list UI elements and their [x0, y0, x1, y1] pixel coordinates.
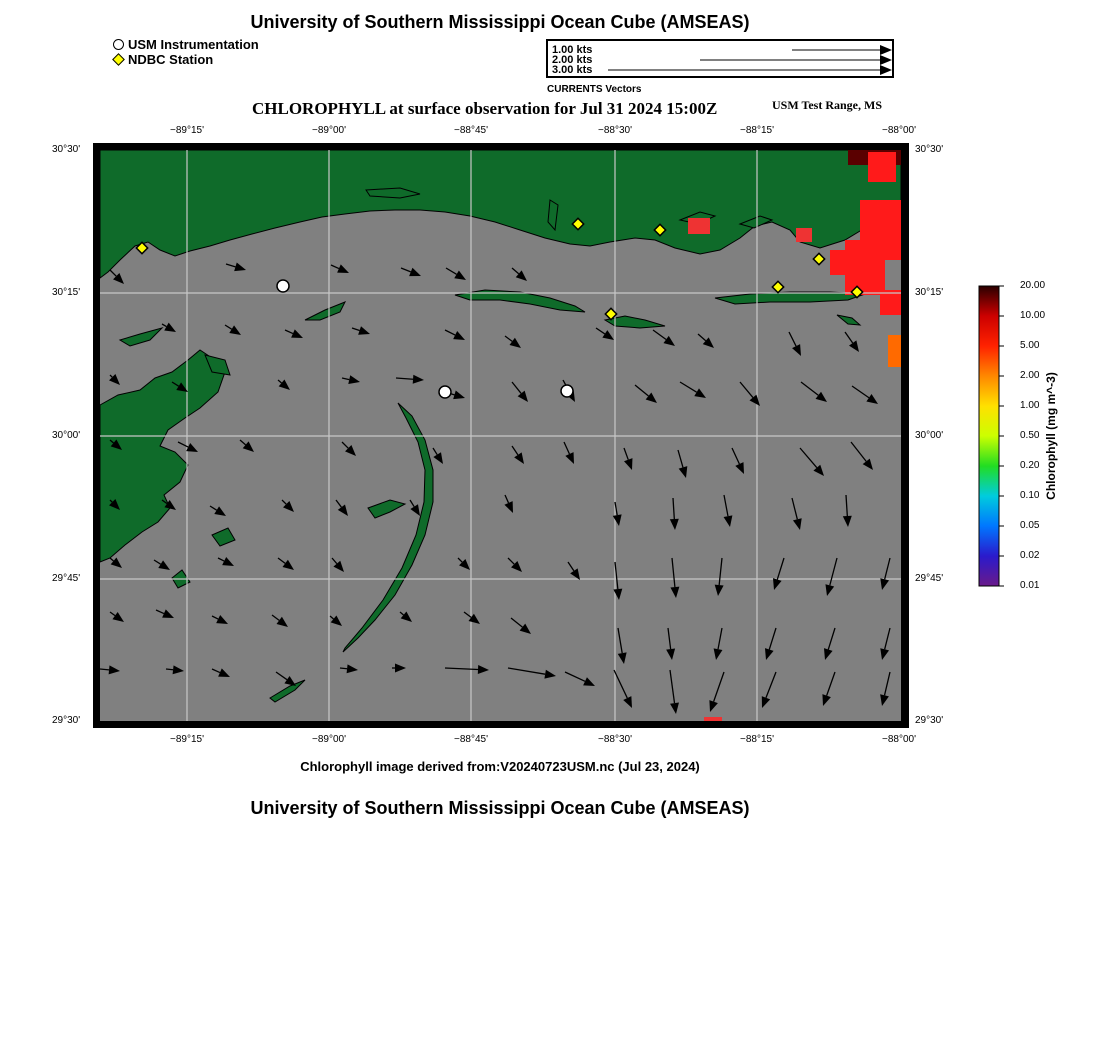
- colorbar-gradient: [979, 286, 999, 586]
- legend-usm: [113, 37, 259, 52]
- colorbar-label: 0.05: [1020, 520, 1040, 531]
- lon-tick-top: −88°00': [882, 125, 916, 136]
- colorbar-title: Chlorophyll (mg m^-3): [1044, 372, 1058, 500]
- lon-tick-bottom: −88°45': [454, 734, 488, 745]
- region-label: USM Test Range, MS: [772, 98, 883, 112]
- page-title: University of Southern Mississippi Ocean Cube (AMSEAS): [250, 12, 750, 32]
- lat-tick-right: 30°30': [915, 144, 944, 155]
- lon-tick-bottom: −88°00': [882, 734, 916, 745]
- colorbar-label: 0.50: [1020, 430, 1040, 441]
- lat-tick-right: 30°00': [915, 430, 944, 441]
- lon-tick-top: −88°30': [598, 125, 632, 136]
- lat-tick-left: 30°00': [52, 430, 81, 441]
- vector-scale-box: [546, 39, 894, 78]
- lat-tick-left: 30°30': [52, 144, 81, 155]
- scale-label-1kt: 1.00 kts: [552, 44, 593, 56]
- colorbar-label: 10.00: [1020, 310, 1046, 321]
- legend-ndbc: [113, 52, 213, 67]
- lon-tick-top: −89°15': [170, 125, 204, 136]
- lat-tick-left: 29°30': [52, 715, 81, 726]
- map-title: CHLOROPHYLL at surface observation for Jul 31 2024 15:00Z: [252, 99, 718, 118]
- footer-title: University of Southern Mississippi Ocean Cube (AMSEAS): [250, 798, 750, 818]
- lon-tick-top: −89°00': [312, 125, 346, 136]
- lon-tick-bottom: −89°00': [312, 734, 346, 745]
- colorbar-label: 0.20: [1020, 460, 1040, 471]
- colorbar: [976, 283, 1006, 589]
- lat-tick-left: 30°15': [52, 287, 81, 298]
- usm-instrument-marker: [439, 386, 451, 398]
- lon-tick-bottom: −89°15': [170, 734, 204, 745]
- colorbar-label: 20.00: [1020, 280, 1046, 291]
- image-source-caption: Chlorophyll image derived from:V20240723USM.nc (Jul 23, 2024): [300, 759, 700, 774]
- vector-scale-caption: CURRENTS Vectors: [547, 84, 642, 95]
- diamond-icon: [112, 53, 125, 66]
- colorbar-label: 5.00: [1020, 340, 1040, 351]
- lon-tick-top: −88°45': [454, 125, 488, 136]
- usm-instrument-marker: [561, 385, 573, 397]
- current-vector-shaft: [100, 669, 109, 670]
- colorbar-label: 1.00: [1020, 400, 1040, 411]
- colorbar-label: 0.01: [1020, 580, 1040, 591]
- legend-usm-label: USM Instrumentation: [128, 37, 259, 52]
- current-vector-shaft: [166, 669, 173, 670]
- colorbar-label: 2.00: [1020, 370, 1040, 381]
- lat-tick-right: 30°15': [915, 287, 944, 298]
- legend-ndbc-label: NDBC Station: [128, 52, 214, 67]
- lon-tick-top: −88°15': [740, 125, 774, 136]
- lat-tick-left: 29°45': [52, 573, 81, 584]
- lat-tick-right: 29°30': [915, 715, 944, 726]
- chlorophyll-map[interactable]: [93, 143, 909, 728]
- current-vector-shaft: [340, 668, 347, 669]
- colorbar-label: 0.10: [1020, 490, 1040, 501]
- scale-label-3kt: 3.00 kts: [552, 64, 593, 76]
- scale-label-2kt: 2.00 kts: [552, 54, 593, 66]
- lat-tick-right: 29°45': [915, 573, 944, 584]
- colorbar-label: 0.02: [1020, 550, 1040, 561]
- lon-tick-bottom: −88°15': [740, 734, 774, 745]
- scale-arrows: [548, 41, 892, 76]
- usm-instrument-marker: [277, 280, 289, 292]
- lon-tick-bottom: −88°30': [598, 734, 632, 745]
- circle-icon: [113, 39, 124, 50]
